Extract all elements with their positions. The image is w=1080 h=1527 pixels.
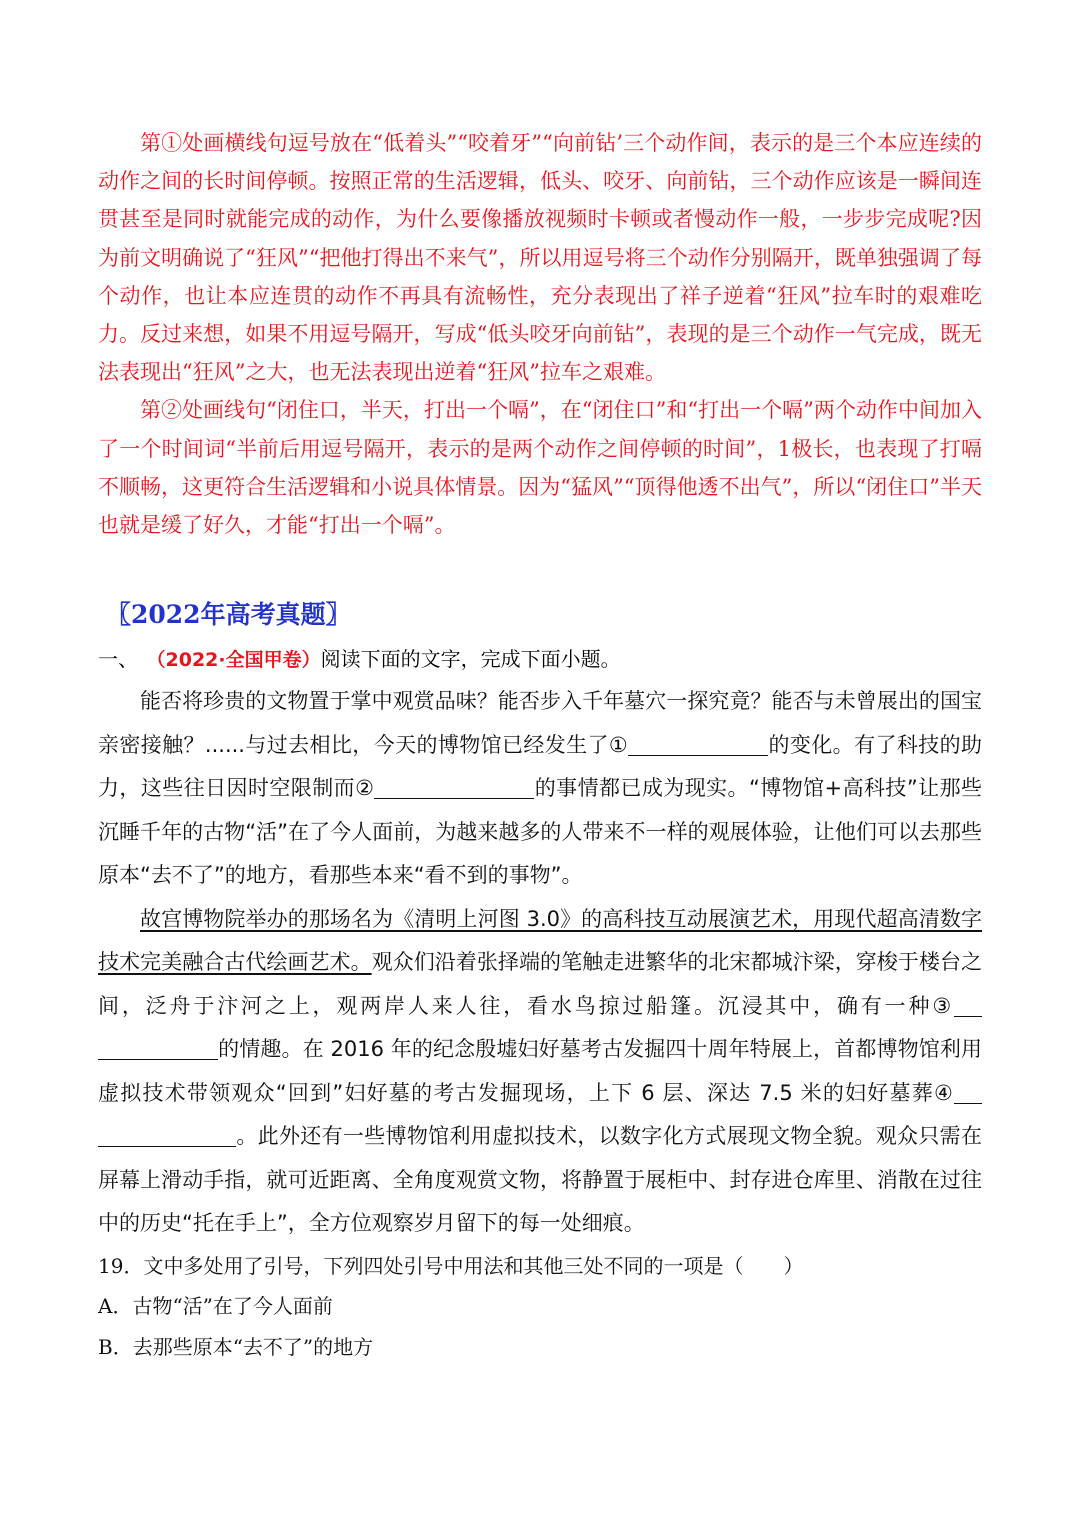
passage-paragraph-2 xyxy=(98,898,982,1246)
underlined-sentence: 故宫博物院举办的那场名为《清明上河图 3.0》的高科技互动展演艺术，用现代超高清数字技术完美融合古代绘画艺术。 xyxy=(98,906,982,975)
blank-3 xyxy=(954,994,982,1017)
blank-1 xyxy=(628,733,768,756)
passage-text: 的变化。有了科技的助力，这些往日因时空限制而② xyxy=(98,732,982,801)
question-header xyxy=(98,639,982,680)
blank-4 xyxy=(954,1081,982,1104)
passage-text: 能否将珍贵的文物置于掌中观赏品味？能否步入千年墓穴一探究竟？能否与未曾展出的国宝亲密接触？......与过去相比，今天的博物馆已经发生了① xyxy=(98,689,982,757)
analysis-paragraph-1: 第①处画横线句逗号放在“低着头”“咬着牙”“向前钻’三个动作间，表示的是三个本应连续的动作之间的长时间停顿。按照正常的生活逻辑，低头、咬牙、向前钻，三个动作应该是一瞬间连贯甚至是同时就能完成的动作，为什么要像播放视频时卡顿或者慢动作一般，一步步完成呢?因为前文明确说了“狂风”“把他打得出不来气”，所以用逗号将三个动作分别隔开，既单独强调了每个动作，也让本应连贯的动作不再具有流畅性，充分表现出了祥子逆着“狂风”拉车时的艰难吃力。反过来想，如果不用逗号隔开，写成“低头咬牙向前钻”，表现的是三个动作一气完成，既无法表现出“狂风”之大，也无法表现出逆着“狂风”拉车之艰难。 xyxy=(98,131,982,385)
analysis-paragraph-2: 第②处画线句“闭住口，半天，打出一个嗝”，在“闭住口”和“打出一个嗝”两个动作中间加入了一个时间词“半前后用逗号隔开，表示的是两个动作之间停顿的时间”，1极长，也表现了打嗝不顺畅，这更符合生活逻辑和小说具体情景。因为“猛风”“顶得他透不出气”，所以“闭住口”半天也就是缓了好久，才能“打出一个嗝”。 xyxy=(98,398,982,538)
reading-passage xyxy=(98,680,982,1246)
option-a: A．古物“活”在了今人面前 xyxy=(98,1294,333,1319)
question-instruction: 阅读下面的文字，完成下面小题。 xyxy=(320,647,621,672)
blank-2 xyxy=(374,776,534,799)
question-number: 一、 xyxy=(98,647,138,672)
question-stem: 19．文中多处用了引号，下列四处引号中用法和其他三处不同的一项是（ ） xyxy=(98,1253,804,1278)
answer-analysis xyxy=(98,124,982,544)
passage-text: 的事情都已成为现实。“博物馆+高科技”让那些沉睡千年的古物“活”在了今人面前，为越来越多的人带来不一样的观展体验，让他们可以去那些原本“去不了”的地方，看那些本来“看不到的事物”。 xyxy=(98,776,982,888)
option-b: B．去那些原本“去不了”的地方 xyxy=(98,1334,374,1359)
passage-text: 的情趣。在 2016 年的纪念殷墟妇好墓考古发掘四十周年特展上，首都博物馆利用虚拟技术带领观众“回到”妇好墓的考古发掘现场，上下 6 层、深达 7.5 米的妇好墓葬④ xyxy=(98,1037,982,1105)
passage-text: 观众们沿着张择端的笔触走进繁华的北宋都城汴梁，穿梭于楼台之间，泛舟于汴河之上，观两岸人来人往，看水鸟掠过船篷。沉浸其中，确有一种③ xyxy=(98,950,983,1018)
question-19 xyxy=(98,1246,982,1368)
blank-3-continued xyxy=(98,1037,218,1060)
exam-source-tag: （2022·全国甲卷） xyxy=(156,649,321,672)
section-title: 〖2022年高考真题〗 xyxy=(106,600,351,630)
document-page xyxy=(98,124,982,1367)
passage-paragraph-1 xyxy=(98,680,982,898)
blank-4-continued xyxy=(98,1124,236,1147)
passage-text: 。此外还有一些博物馆利用虚拟技术，以数字化方式展现文物全貌。观众只需在屏幕上滑动手指，就可近距离、全角度观赏文物，将静置于展柜中、封存进仓库里、消散在过往中的历史“托在手上”，全方位观察岁月留下的每一处细痕。 xyxy=(98,1124,982,1236)
